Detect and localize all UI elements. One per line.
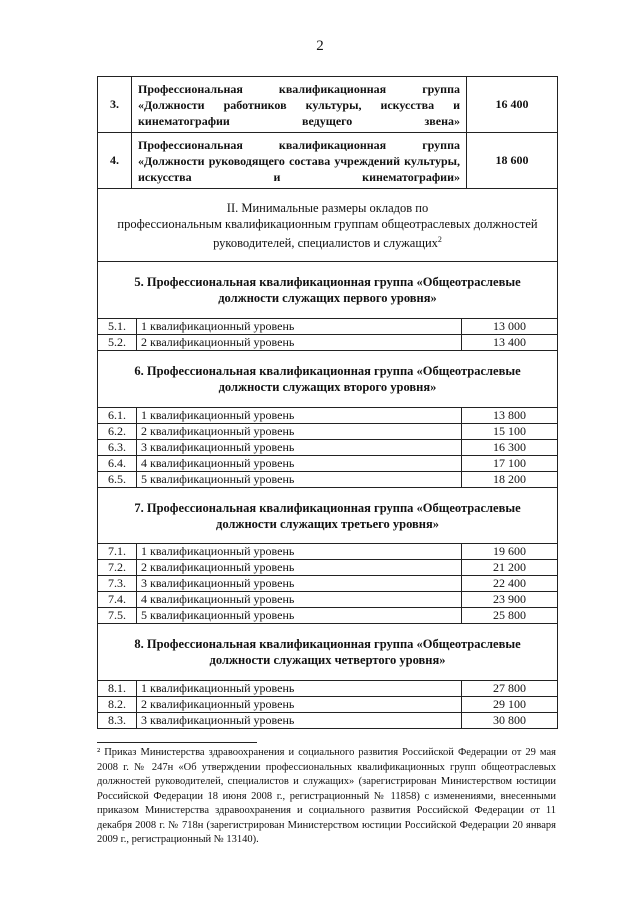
salary-value: 16 300 [493,440,526,454]
row-number: 8.3. [98,713,137,728]
level-label: 2 квалификационный уровень [137,697,462,712]
row-number: 6.1. [98,408,137,423]
footnote-divider [97,742,257,743]
level-label: 4 квалификационный уровень [137,456,462,471]
group-heading: 6. Профессиональная квалификационная группа «Общеотраслевые должности служащих второго уровня» [98,351,557,408]
salary-value: 25 800 [493,608,526,622]
level-label: 2 квалификационный уровень [137,335,462,350]
salary-value: 18 200 [493,472,526,486]
section-heading-line: профессиональным квалификационным группам общеотраслевых должностей [117,216,538,231]
row-number: 6.5. [98,472,137,487]
group-name [132,77,467,132]
group-row [98,77,557,133]
salary-value: 30 800 [493,713,526,727]
footnote: ² Приказ Министерства здравоохранения и социального развития Российской Федерации от 29 мая 2008 г. № 247н «Об утверждении профессиональных квалификационных групп общеотраслевых должностей руководителей, специалистов и служащих» (зарегистрирован Министерством юстиции Российской Федерации 18 июня 2008 г., регистрационный № 11858) с изменениями, внесенными приказом Министерства здравоохранения и социального развития Российской Федерации от 11 декабря 2008 г. № 718н (зарегистрирован Министерством юстиции Российской Федерации 20 января 2009 г., регистрационный № 13140). [97,747,556,845]
salary-value: 22 400 [493,576,526,590]
level-label: 1 квалификационный уровень [137,681,462,696]
level-label: 4 квалификационный уровень [137,592,462,607]
level-label: 5 квалификационный уровень [137,472,462,487]
salary-value: 18 600 [495,153,529,167]
footnote-ref: 2 [437,235,442,244]
salary-value: 15 100 [493,424,526,438]
level-label: 3 квалификационный уровень [137,576,462,591]
row-number: 8.2. [98,697,137,712]
level-label: 2 квалификационный уровень [137,560,462,575]
level-label: 1 квалификационный уровень [137,544,462,559]
row-number: 5.2. [98,335,137,350]
group-heading: 7. Профессиональная квалификационная группа «Общеотраслевые должности служащих третьего уровня» [98,488,557,544]
level-row [98,456,557,472]
row-number: 7.5. [98,608,137,623]
level-label: 1 квалификационный уровень [137,408,462,423]
salary-value: 29 100 [493,697,526,711]
level-row [98,319,557,335]
group-heading: 8. Профессиональная квалификационная группа «Общеотраслевые должности служащих четвертого уровня» [98,624,557,681]
level-row [98,608,557,624]
section-heading-line3 [98,232,557,252]
level-label: 3 квалификационный уровень [137,713,462,728]
level-row [98,681,557,697]
level-row [98,697,557,713]
level-label: 1 квалификационный уровень [137,319,462,334]
level-row [98,440,557,456]
salary-value: 13 800 [493,408,526,422]
level-row [98,576,557,592]
salary-value: 23 900 [493,592,526,606]
level-row [98,592,557,608]
salary-value: 13 400 [493,335,526,349]
row-number: 4. [98,133,132,188]
level-row [98,335,557,351]
row-number: 6.4. [98,456,137,471]
level-row [98,424,557,440]
salary-value: 19 600 [493,544,526,558]
row-number: 7.3. [98,576,137,591]
row-number: 6.3. [98,440,137,455]
row-number: 3. [98,77,132,132]
salary-value: 21 200 [493,560,526,574]
section-heading-line: II. Минимальные размеры окладов по [226,201,429,215]
group-name [132,133,467,188]
level-label: 2 квалификационный уровень [137,424,462,439]
level-row [98,544,557,560]
level-label: 5 квалификационный уровень [137,608,462,623]
row-number: 7.2. [98,560,137,575]
salary-value: 27 800 [493,681,526,695]
level-row [98,560,557,576]
salary-table [97,76,558,729]
section-heading [98,189,557,262]
group-row [98,133,557,189]
level-row [98,408,557,424]
level-row [98,713,557,729]
level-label: 3 квалификационный уровень [137,440,462,455]
row-number: 5.1. [98,319,137,334]
row-number: 7.4. [98,592,137,607]
level-row [98,472,557,488]
row-number: 7.1. [98,544,137,559]
salary-value: 17 100 [493,456,526,470]
row-number: 6.2. [98,424,137,439]
salary-value: 16 400 [495,97,529,111]
page-number: 2 [316,38,324,54]
group-name-text: Профессиональная квалификационная группа «Должности руководящего состава учреждений культуры, искусства и кинематографии» [138,137,460,184]
group-heading: 5. Профессиональная квалификационная группа «Общеотраслевые должности служащих первого уровня» [98,262,557,319]
group-name-text: Профессиональная квалификационная группа «Должности работников культуры, искусства и кинематографии ведущего звена» [138,81,460,128]
row-number: 8.1. [98,681,137,696]
section-heading-line: руководителей, специалистов и служащих [213,236,438,251]
salary-value: 13 000 [493,319,526,333]
